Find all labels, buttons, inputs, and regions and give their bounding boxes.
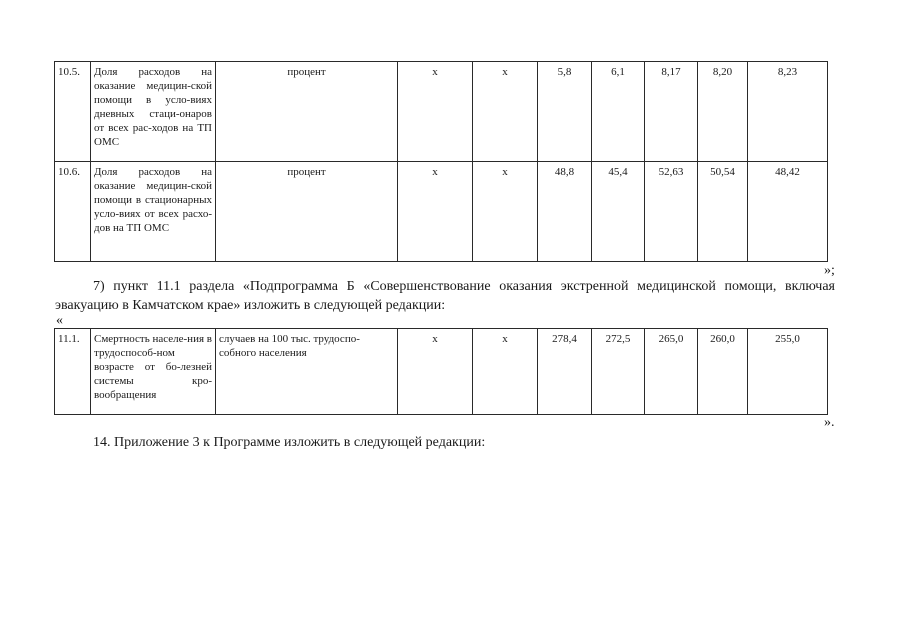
indicator-description: Доля расходов на оказание медицин-ской помощи в усло-виях дневных стаци-онаров от всех рас-ходов на ТП ОМС	[91, 62, 216, 162]
value-cell: x	[398, 62, 473, 162]
value-cell: x	[398, 162, 473, 262]
unit-of-measure: случаев на 100 тыс. трудоспо-собного населения	[216, 329, 398, 415]
closing-quote-mark: »;	[824, 263, 835, 278]
value-cell: 52,63	[645, 162, 698, 262]
opening-quote-mark: «	[56, 313, 63, 328]
value-cell: 278,4	[538, 329, 592, 415]
paragraph-item-7: 7) пункт 11.1 раздела «Подпрограмма Б «Совершенствование оказания экстренной медицинской помощи, включая эвакуацию в Камчатском крае» изложить в следующей редакции:	[55, 279, 835, 313]
value-cell: 50,54	[698, 162, 748, 262]
closing-quote-mark-2: ».	[824, 415, 835, 430]
indicators-table-1	[54, 61, 828, 262]
indicator-description: Доля расходов на оказание медицин-ской помощи в стационарных усло-виях от всех расхо-дов на ТП ОМС	[91, 162, 216, 262]
value-cell: 265,0	[645, 329, 698, 415]
row-number: 10.6.	[55, 162, 91, 262]
paragraph-item-14: 14. Приложение 3 к Программе изложить в следующей редакции:	[93, 435, 486, 450]
value-cell: 45,4	[592, 162, 645, 262]
value-cell: 8,17	[645, 62, 698, 162]
value-cell: x	[473, 162, 538, 262]
value-cell: x	[398, 329, 473, 415]
row-number: 10.5.	[55, 62, 91, 162]
table-row	[55, 162, 828, 262]
row-number: 11.1.	[55, 329, 91, 415]
value-cell: 272,5	[592, 329, 645, 415]
value-cell: x	[473, 62, 538, 162]
value-cell: x	[473, 329, 538, 415]
unit-of-measure: процент	[216, 62, 398, 162]
value-cell: 8,23	[748, 62, 828, 162]
indicators-table-2	[54, 328, 828, 415]
value-cell: 6,1	[592, 62, 645, 162]
value-cell: 5,8	[538, 62, 592, 162]
value-cell: 260,0	[698, 329, 748, 415]
value-cell: 48,8	[538, 162, 592, 262]
indicator-description: Смертность населе-ния в трудоспособ-ном возрасте от бо-лезней системы кро-вообращения	[91, 329, 216, 415]
table-row	[55, 62, 828, 162]
table-row	[55, 329, 828, 415]
value-cell: 255,0	[748, 329, 828, 415]
unit-of-measure: процент	[216, 162, 398, 262]
value-cell: 48,42	[748, 162, 828, 262]
value-cell: 8,20	[698, 62, 748, 162]
